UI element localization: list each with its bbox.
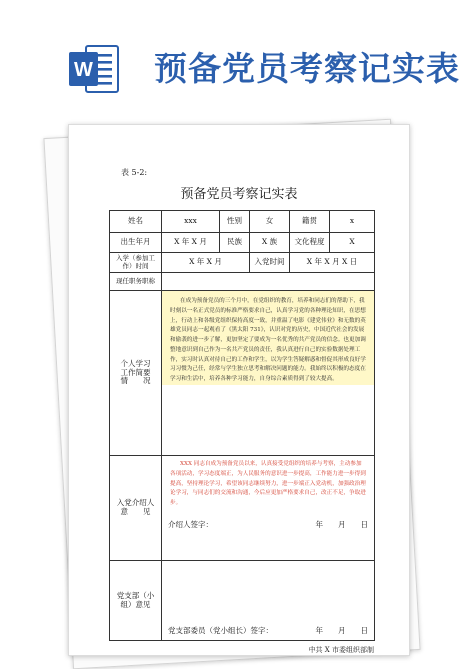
intro-signature-date: 年 月 日 [315,519,368,529]
position-value [162,273,375,291]
education-label: 文化程度 [290,233,330,253]
banner-title: 预备党员考察记实表 [154,49,460,88]
word-icon [68,42,120,96]
table-row [110,233,375,253]
study-section-label [110,291,162,456]
branch-signature-label: 党支部委员（党小组长）签字： [168,626,273,636]
branch-section-label [110,561,162,641]
branch-label-line: 党支部（小 [116,590,155,600]
intro-opinion-text: XXX 同志自成为预备党员以来，认真接受党组织的培养与考察，主动参加各项活动，学习态度端正，为人民服务的意识进一步提高，工作能力进一步得到提高，坚持理论学习，希望该同志继续努力，进一步端正入党动机，加强政治理论学习，与同志们的交流和沟通，今后应更加严格要求自己，改正不足，争取进步。 [170,461,366,507]
gender-value: 女 [250,211,290,233]
position-label: 现任职务职称 [110,273,162,291]
study-section-content [162,291,375,456]
table-row [110,253,375,273]
banner [0,0,474,120]
party-value: X 年 X 月 X 日 [290,253,375,273]
word-icon-letter: W [74,59,93,81]
intro-signature-label: 介绍人签字： [168,519,213,529]
birth-label: 出生年月 [110,233,162,253]
table-row [110,456,375,561]
branch-signature-date: 年 月 日 [315,626,368,636]
branch-signature-line [162,627,374,636]
intro-section-label [110,456,162,561]
intro-signature-line [162,521,374,530]
education-value: X [330,233,375,253]
table-row [110,273,375,291]
intro-label-line: 入党介绍人 [116,498,155,508]
table-row [110,291,375,456]
form-number: 表 5-2: [121,168,148,177]
ethnicity-label: 民族 [220,233,250,253]
enroll-value: X 年 X 月 [162,253,250,273]
birth-value: X 年 X 月 [162,233,220,253]
gender-label: 性别 [220,211,250,233]
origin-value: x [330,211,375,233]
document-title: 预备党员考察记实表 [180,187,298,202]
intro-section-content [162,456,375,561]
enroll-label: 入学（参加工作）时间 [110,253,162,273]
table-row [110,211,375,233]
study-label-line: 个人学习 [120,359,151,369]
study-label-line: 工作简要 [120,367,151,377]
ethnicity-value: X 族 [250,233,290,253]
name-label: 姓名 [110,211,162,233]
table-row [110,561,375,641]
intro-label-line: 意 见 [120,507,151,516]
issuing-organization: 中共 X 市委组织部制 [308,646,374,654]
origin-label: 籍贯 [290,211,330,233]
assessment-form-table [109,210,375,641]
study-summary-text: 在成为预备党员的三个月中，在党组织的教育，培养和同志们的帮助下，我时刻以一名正式党员的标准严格要求自己，认真学习党的各种理论知识，在思想上，行动上和各级党组织保持高度一致，并重温了电影《建党伟业》和无数的英雄党员同志一起观看了《黑太阳 731》，认识对党的历史，中国近代社会的发展和偷袭的进一步了解，更加坚定了要成为一名优秀的共产党员的信念。也更加调整地意识到自己作为一名共产党员的责任，我认真进行自己的实验数据处理工作，实习时认真对待自己的工作和学生，以为学生答疑解惑和督促其形成良好学习习惯为己任，经常与学生独立思考和解决问题的能力。我始终以积极的态度在学习和生活中，培养各种学习能力，自身综合素质得到了较大提高。 [162,291,374,385]
party-label: 入党时间 [250,253,290,273]
name-value: xxx [162,211,220,233]
branch-section-content [162,561,375,641]
study-label-line: 情 况 [120,376,151,386]
branch-label-line: 组）意见 [120,599,151,609]
document-page [68,124,410,656]
